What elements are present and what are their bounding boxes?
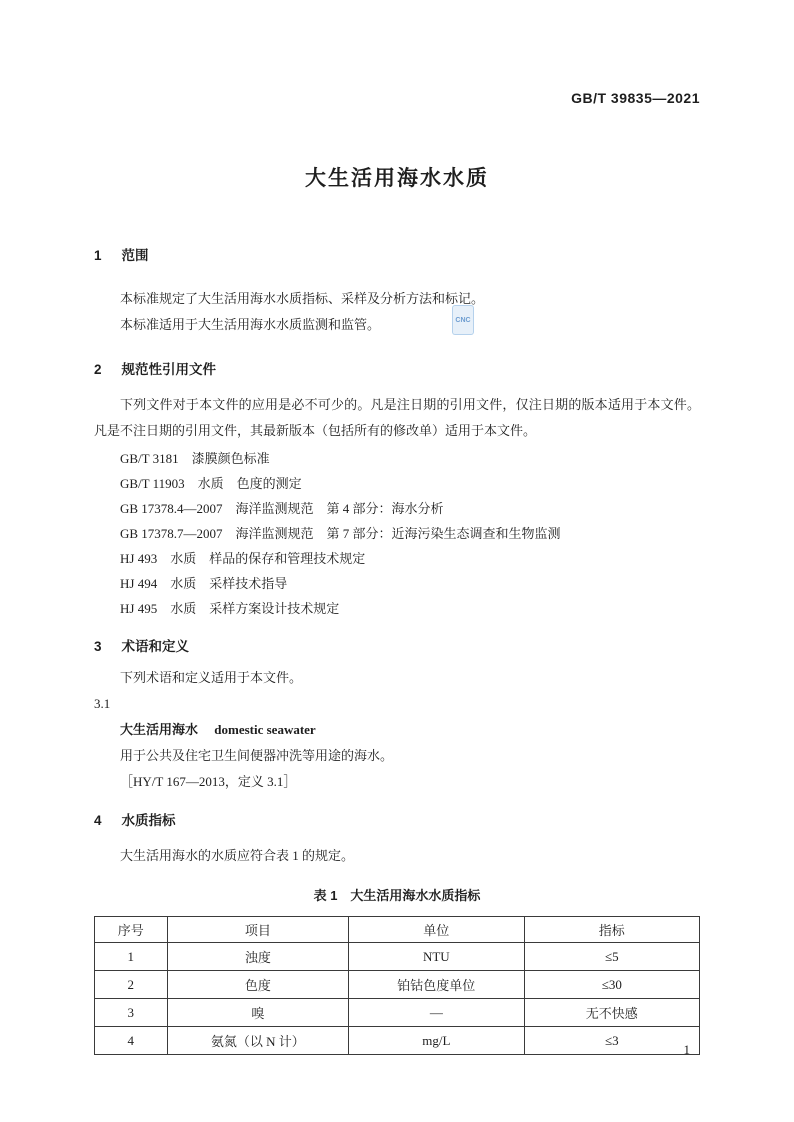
section-number: 1: [94, 248, 102, 263]
section-title: 范围: [121, 248, 149, 263]
table-cell: 无不快感: [524, 999, 699, 1027]
table-cell: 3: [95, 999, 168, 1027]
section-title: 水质指标: [121, 813, 176, 828]
table-cell: 铂钴色度单位: [349, 971, 524, 999]
table-cell: 4: [95, 1027, 168, 1055]
section-title: 规范性引用文件: [121, 362, 216, 377]
table-row: [95, 999, 700, 1027]
term-english-name: domestic seawater: [214, 722, 316, 737]
scope-paragraph-2: 本标准适用于大生活用海水水质监测和监管。: [120, 317, 381, 332]
term-source: ［HY/T 167—2013，定义 3.1］: [120, 774, 297, 789]
reference-item: HJ 494 水质 采样技术指导: [120, 576, 288, 591]
section-title: 术语和定义: [121, 639, 189, 654]
section-terms-heading: [94, 635, 700, 655]
table-row: [95, 1027, 700, 1055]
table-row: [95, 971, 700, 999]
section-references-heading: [94, 358, 700, 378]
reference-item: GB/T 11903 水质 色度的测定: [120, 476, 302, 491]
scope-paragraph-1: 本标准规定了大生活用海水水质指标、采样及分析方法和标记。: [120, 291, 485, 306]
table-cell: NTU: [349, 943, 524, 971]
table-cell: ≤30: [524, 971, 699, 999]
table-cell: 浊度: [167, 943, 349, 971]
cnc-watermark-icon: CNC: [452, 305, 474, 335]
section-scope-heading: [94, 244, 700, 264]
page-number: 1: [683, 1042, 690, 1057]
table-cell: 嗅: [167, 999, 349, 1027]
reference-item: GB 17378.7—2007 海洋监测规范 第 7 部分：近海污染生态调查和生物监测: [120, 526, 561, 541]
indicators-intro: 大生活用海水的水质应符合表 1 的规定。: [120, 848, 355, 863]
table-cell: 氨氮（以 N 计）: [167, 1027, 349, 1055]
table-cell: 2: [95, 971, 168, 999]
table-cell: ≤5: [524, 943, 699, 971]
reference-item: GB/T 3181 漆膜颜色标准: [120, 451, 270, 466]
document-title: 大生活用海水水质: [305, 167, 489, 190]
section-number: 2: [94, 362, 102, 377]
table-row: [95, 943, 700, 971]
terms-intro: 下列术语和定义适用于本文件。: [120, 670, 303, 685]
term-definition-text: 用于公共及住宅卫生间便器冲洗等用途的海水。: [120, 748, 394, 763]
column-header: 项目: [167, 917, 349, 943]
section-number: 3: [94, 639, 102, 654]
column-header: 指标: [524, 917, 699, 943]
table-cell: —: [349, 999, 524, 1027]
table-header-row: [95, 917, 700, 943]
term-clause-number: 3.1: [94, 696, 111, 711]
table-cell: 色度: [167, 971, 349, 999]
table-cell: ≤3: [524, 1027, 699, 1055]
column-header: 单位: [349, 917, 524, 943]
water-quality-table: [94, 916, 700, 1055]
term-definition-line: [94, 717, 700, 743]
references-list: [94, 446, 700, 621]
references-intro: 下列文件对于本文件的应用是必不可少的。凡是注日期的引用文件，仅注日期的版本适用于本文件。凡是不注日期的引用文件，其最新版本（包括所有的修改单）适用于本文件。: [94, 397, 700, 438]
standard-number: GB/T 39835—2021: [571, 90, 700, 106]
reference-item: GB 17378.4—2007 海洋监测规范 第 4 部分：海水分析: [120, 501, 444, 516]
column-header: 序号: [95, 917, 168, 943]
table-cell: mg/L: [349, 1027, 524, 1055]
term-name: 大生活用海水: [120, 722, 199, 737]
table-caption: 表 1 大生活用海水水质指标: [313, 888, 481, 903]
reference-item: HJ 493 水质 样品的保存和管理技术规定: [120, 551, 366, 566]
section-number: 4: [94, 813, 102, 828]
section-indicators-heading: [94, 809, 700, 829]
table-cell: 1: [95, 943, 168, 971]
reference-item: HJ 495 水质 采样方案设计技术规定: [120, 601, 340, 616]
